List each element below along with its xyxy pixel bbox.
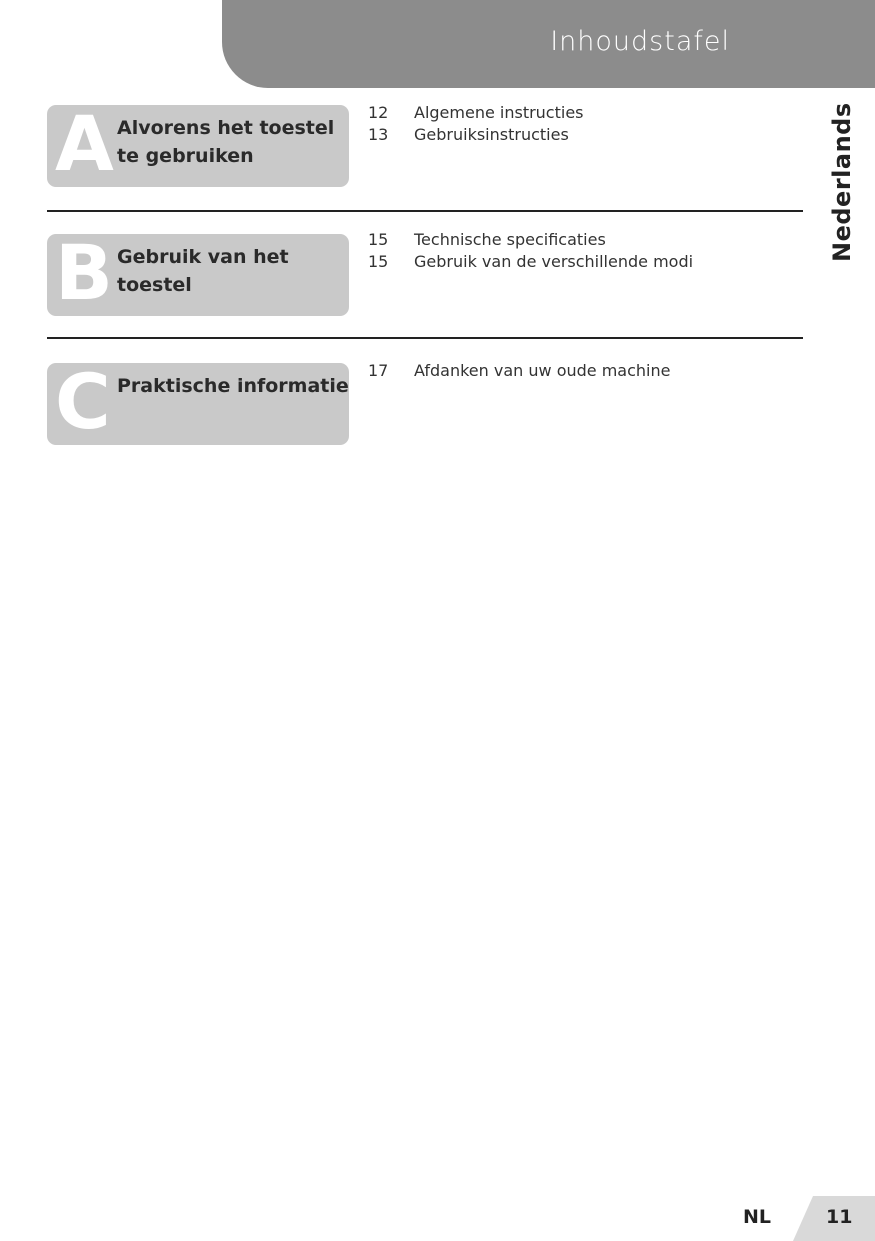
section-b-box[interactable]: [47, 234, 349, 316]
toc-page-number: 15: [368, 230, 389, 249]
header-bar: [222, 0, 875, 88]
section-b-letter: B: [55, 234, 113, 316]
section-b-title: Gebruik van het toestel: [117, 246, 289, 296]
section-c-letter: C: [55, 363, 111, 445]
section-a-letter: A: [55, 105, 114, 187]
toc-page-number: 12: [368, 103, 389, 122]
page-title: Inhoudstafel: [550, 26, 730, 57]
toc-entry-text: Gebruik van de verschillende modi: [414, 252, 694, 271]
toc-page-number: 17: [368, 361, 389, 380]
footer-language-code: NL: [743, 1206, 772, 1228]
section-c-box[interactable]: [47, 363, 349, 445]
language-side-label: Nederlands: [828, 102, 856, 262]
section-b-entries: [368, 229, 693, 273]
section-a-title: Alvorens het toestel te gebruiken: [117, 117, 335, 167]
section-a-entries: [368, 102, 584, 146]
footer-page-number: 11: [826, 1206, 853, 1228]
toc-entry[interactable]: [368, 360, 670, 382]
section-divider: [47, 337, 803, 339]
toc-entry[interactable]: [368, 251, 693, 273]
section-c-title: Praktische informatie: [117, 375, 349, 397]
toc-entry[interactable]: [368, 229, 693, 251]
toc-entry-text: Gebruiksinstructies: [414, 125, 569, 144]
toc-entry-text: Algemene instructies: [414, 103, 584, 122]
toc-page-number: 13: [368, 125, 389, 144]
section-divider: [47, 210, 803, 212]
toc-entry-text: Afdanken van uw oude machine: [414, 361, 671, 380]
toc-entry-text: Technische specificaties: [414, 230, 606, 249]
toc-entry[interactable]: [368, 102, 584, 124]
toc-entry[interactable]: [368, 124, 584, 146]
toc-page-number: 15: [368, 252, 389, 271]
section-a-box[interactable]: [47, 105, 349, 187]
section-c-entries: [368, 360, 670, 382]
